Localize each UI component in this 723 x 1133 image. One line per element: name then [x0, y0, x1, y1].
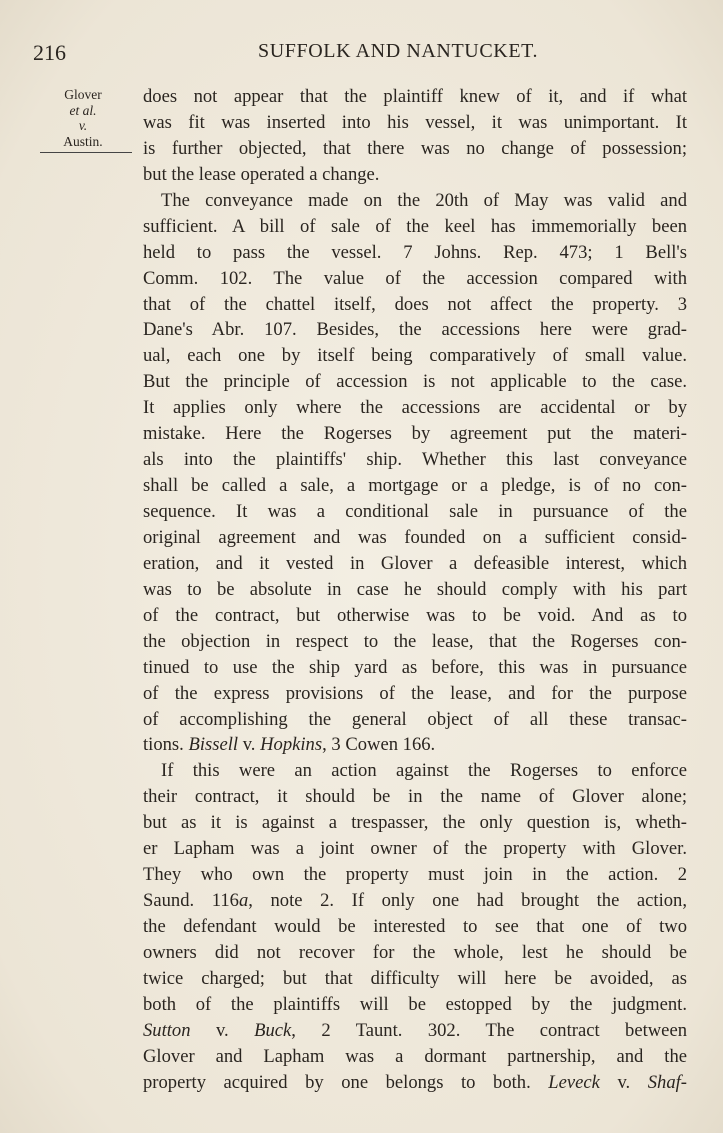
text-line: [143, 266, 687, 292]
text-line: [143, 655, 687, 681]
text-line: [143, 966, 687, 992]
text-line: [143, 136, 687, 162]
italic-citation: Leveck: [548, 1071, 600, 1093]
text-line: [143, 447, 687, 473]
text-segment: v.: [599, 1071, 648, 1093]
text-segment: of the contract, but otherwise was to be void. And as to: [143, 604, 687, 626]
text-segment: als into the plaintiffs' ship. Whether this last conveyance: [143, 449, 687, 471]
italic-citation: Shaf-: [647, 1071, 687, 1093]
margin-line: et al.: [69, 102, 97, 118]
text-segment: But the principle of accession is not applicable to the case.: [143, 371, 687, 393]
text-line: [143, 421, 687, 447]
text-segment: It applies only where the accessions are accidental or by: [143, 397, 687, 419]
text-line: [143, 914, 687, 940]
text-segment: was fit was inserted into his vessel, it was unimportant. It: [143, 111, 687, 133]
margin-line: Austin.: [63, 133, 103, 149]
text-segment: sequence. It was a conditional sale in pursuance of the: [143, 501, 687, 522]
text-segment: mistake. Here the Rogerses by agreement put the materi-: [143, 423, 687, 445]
italic-citation: Bissell: [188, 734, 239, 756]
text-segment: sufficient. A bill of sale of the keel has immemorially been: [143, 215, 687, 237]
text-segment: property acquired by one belongs to both.: [143, 1071, 549, 1093]
text-line: [143, 395, 687, 421]
text-segment: held to pass the vessel. 7 Johns. Rep. 473; 1 Bell's: [143, 241, 687, 263]
text-line: [143, 810, 687, 836]
text-line: [143, 240, 687, 266]
text-line: [143, 551, 687, 577]
text-segment: that of the chattel itself, does not affect the property. 3: [143, 293, 687, 315]
text-segment: their contract, it should be in the name of Glover alone;: [143, 786, 687, 808]
text-segment: is further objected, that there was no change of possession;: [143, 137, 687, 159]
body-text: [143, 84, 687, 1096]
text-segment: eration, and it vested in Glover a defeasible interest, which: [143, 552, 687, 574]
text-line: [143, 681, 687, 707]
text-line: [143, 629, 687, 655]
italic-citation: Buck: [254, 1019, 292, 1041]
text-line: [143, 758, 687, 784]
text-segment: the defendant would be interested to see that one of two: [143, 916, 687, 937]
text-segment: If this were an action against the Rogerses to enforce: [161, 760, 687, 782]
text-segment: Comm. 102. The value of the accession compared with: [143, 267, 687, 289]
text-line: [143, 292, 687, 318]
text-line: [143, 888, 687, 914]
text-segment: was to be absolute in case he should comply with his part: [143, 578, 687, 600]
text-line: [143, 369, 687, 395]
text-segment: v.: [190, 1019, 255, 1041]
text-segment: original agreement and was founded on a sufficient consid-: [143, 526, 687, 548]
text-segment: of accomplishing the general object of all these transac-: [143, 708, 687, 730]
text-line: [143, 732, 687, 758]
text-segment: er Lapham was a joint owner of the property with Glover.: [143, 838, 687, 860]
text-line: [143, 499, 687, 525]
text-line: [143, 940, 687, 966]
text-segment: both of the plaintiffs will be estopped by the judgment.: [143, 993, 687, 1015]
text-line: [143, 784, 687, 810]
text-segment: , 3 Cowen 166.: [322, 734, 436, 756]
margin-line: Glover: [64, 87, 102, 102]
text-line: [143, 525, 687, 551]
text-line: [143, 1070, 687, 1096]
margin-line: v.: [78, 118, 88, 133]
text-line: [143, 707, 687, 733]
text-line: [143, 577, 687, 603]
margin-case-note: [52, 87, 114, 149]
text-line: [143, 1018, 687, 1044]
text-segment: tinued to use the ship yard as before, this was in pursuance: [143, 656, 687, 678]
text-line: [143, 162, 687, 188]
text-segment: does not appear that the plaintiff knew of it, and if what: [143, 86, 687, 107]
margin-rule: [40, 152, 132, 153]
text-segment: , 2 Taunt. 302. The contract between: [291, 1019, 687, 1041]
text-segment: but the lease operated a change.: [143, 163, 380, 185]
text-segment: v.: [238, 734, 261, 756]
page-number: 216: [33, 40, 66, 65]
text-segment: Glover and Lapham was a dormant partnership, and the: [143, 1045, 687, 1067]
text-segment: owners did not recover for the whole, lest he should be: [143, 941, 687, 963]
running-title: SUFFOLK AND NANTUCKET.: [258, 40, 539, 62]
text-segment: but as it is against a trespasser, the only question is, wheth-: [143, 812, 687, 834]
text-line: [143, 84, 687, 110]
text-segment: twice charged; but that difficulty will here be avoided, as: [143, 967, 687, 989]
text-segment: Dane's Abr. 107. Besides, the accessions here were grad-: [143, 319, 687, 341]
text-line: [143, 110, 687, 136]
text-segment: They who own the property must join in the action. 2: [143, 864, 687, 886]
text-line: [143, 214, 687, 240]
text-segment: tions.: [143, 734, 189, 756]
text-line: [143, 1044, 687, 1070]
text-segment: Saund. 116: [143, 890, 239, 912]
text-segment: The conveyance made on the 20th of May was valid and: [161, 189, 687, 211]
italic-citation: Sutton: [143, 1019, 191, 1041]
text-line: [143, 862, 687, 888]
text-line: [143, 473, 687, 499]
text-line: [143, 317, 687, 343]
italic-citation: a: [238, 890, 249, 912]
text-line: [143, 188, 687, 214]
text-segment: shall be called a sale, a mortgage or a pledge, is of no con-: [143, 475, 687, 497]
text-line: [143, 343, 687, 369]
text-segment: of the express provisions of the lease, and for the purpose: [143, 682, 687, 704]
text-segment: ual, each one by itself being comparatively of small value.: [143, 345, 687, 367]
italic-citation: Hopkins: [260, 734, 323, 756]
text-segment: the objection in respect to the lease, that the Rogerses con-: [143, 630, 687, 652]
text-line: [143, 992, 687, 1018]
text-line: [143, 836, 687, 862]
text-segment: , note 2. If only one had brought the action,: [248, 890, 687, 912]
text-line: [143, 603, 687, 629]
